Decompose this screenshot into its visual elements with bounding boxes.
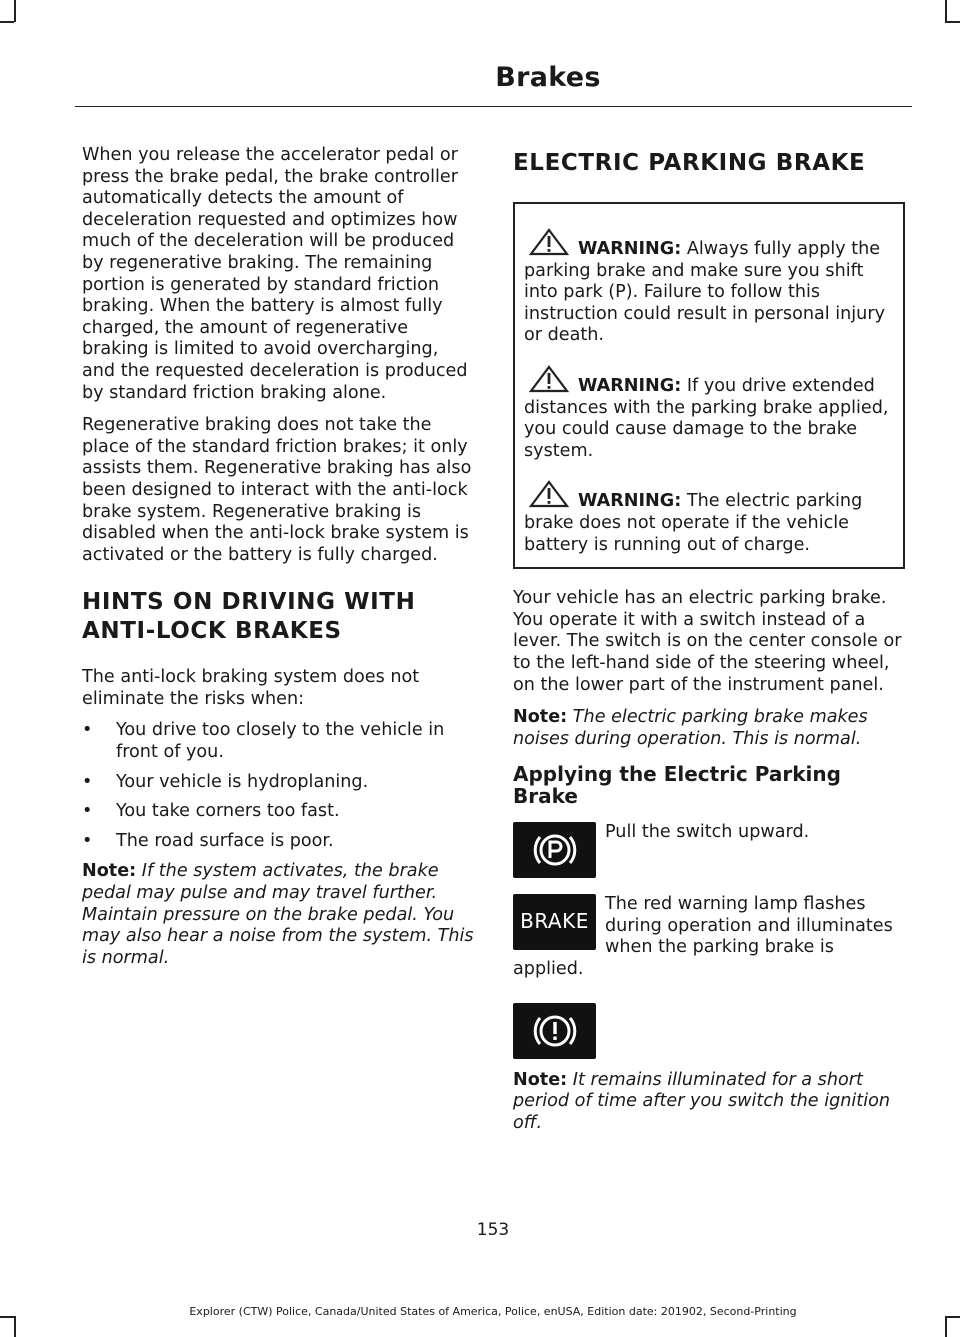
right-column (513, 145, 905, 1145)
note-text: If the system activates, the brake pedal may pulse and may travel further. Maintain pressure on the brake pedal. You may also hear a noise from the system. This is normal. (82, 861, 474, 968)
brake-lamp-icon (513, 894, 596, 950)
list-item (82, 772, 474, 794)
footer-edition: Explorer (CTW) Police, Canada/United States of America, Police, enUSA, Edition date: 201902, Second-Printing (189, 1305, 797, 1318)
page-title: Brakes (495, 62, 601, 93)
warning-item (524, 228, 895, 347)
note-label: Note: (513, 1069, 568, 1090)
warning-triangle-icon (524, 365, 574, 393)
list-item (82, 720, 474, 763)
brake-lamp-text: BRAKE (520, 909, 589, 934)
bullet-icon: • (82, 771, 93, 792)
antilock-note (82, 861, 474, 969)
illumination-note (513, 1070, 905, 1135)
warning-box (513, 202, 905, 569)
warning-label: WARNING: (578, 491, 682, 512)
list-item-text: The road surface is poor. (116, 830, 334, 851)
note-text: The electric parking brake makes noises during operation. This is normal. (513, 707, 868, 749)
left-column (82, 145, 474, 980)
crop-mark (14, 1316, 16, 1337)
brake-warning-circle-icon (513, 1003, 596, 1059)
risk-list (82, 720, 474, 852)
warning-label: WARNING: (578, 375, 682, 396)
regen-paragraph-1: When you release the accelerator pedal or press the brake pedal, the brake controller automatically detects the amount of deceleration requested and optimizes how much of the deceleration will be produced by regenerative braking. The remaining portion is generated by standard friction braking. When the battery is almost fully charged, the amount of regenerative braking is limited to avoid overcharging, and the requested deceleration is produced by standard friction braking alone. (82, 145, 468, 403)
antilock-intro: The anti-lock braking system does not eliminate the risks when: (82, 667, 420, 709)
crop-mark (0, 21, 14, 23)
crop-mark (14, 0, 16, 22)
section-heading-line-2: ANTI-LOCK BRAKES (82, 618, 342, 645)
list-item-text: Your vehicle is hydroplaning. (116, 771, 369, 792)
bullet-icon: • (82, 720, 93, 741)
note-label: Note: (513, 707, 568, 728)
step-text: The red warning lamp flashes during operation and illuminates when the parking brake is applied. (513, 894, 893, 980)
note-label: Note: (82, 861, 137, 882)
list-item-text: You take corners too fast. (116, 801, 340, 822)
warning-triangle-icon (524, 228, 574, 256)
step-pull-switch (513, 822, 905, 882)
parking-p-icon (532, 827, 578, 873)
regen-paragraph-2: Regenerative braking does not take the place of the standard friction brakes; it only assists them. Regenerative braking has also been designed to interact with the anti-lock brake system. Regenerative braking is disabled when the anti-lock brake system is activated or the battery is fully charged. (82, 415, 472, 565)
warning-item (524, 365, 895, 462)
warning-triangle-icon (524, 480, 574, 508)
step-warning-lamp (513, 894, 905, 980)
parking-brake-note (513, 707, 905, 750)
brake-exclamation-icon (532, 1008, 578, 1054)
warning-label: WARNING: (578, 239, 682, 259)
bullet-icon: • (82, 830, 93, 851)
parking-brake-paragraph: Your vehicle has an electric parking brake. You operate it with a switch instead of a lever. The switch is on the center console or to the left-hand side of the steering wheel, on the lower part of the instrument panel. (513, 588, 902, 695)
list-item-text: You drive too closely to the vehicle in front of you. (116, 720, 445, 763)
warning-text: If you drive extended distances with the parking brake applied, you could cause damage to the brake system. (524, 375, 889, 461)
crop-mark (945, 1316, 947, 1337)
crop-mark (945, 21, 960, 23)
warning-text: The electric parking brake does not operate if the vehicle battery is running out of charge. (524, 491, 863, 555)
warning-item (524, 480, 895, 556)
section-heading-line-1: HINTS ON DRIVING WITH (82, 589, 416, 616)
bullet-icon: • (82, 801, 93, 822)
note-text: It remains illuminated for a short period of time after you switch the ignition off. (513, 1069, 890, 1133)
warning-text: Always fully apply the parking brake and make sure you shift into park (P). Failure to follow this instruction could result in personal injury or death. (524, 239, 885, 346)
parking-switch-icon (513, 822, 596, 878)
header-divider (75, 106, 912, 107)
section-heading-antilock (82, 588, 474, 646)
subheading-applying: Applying the Electric Parking Brake (513, 762, 841, 809)
section-heading-parking-brake: ELECTRIC PARKING BRAKE (513, 150, 866, 176)
page-number: 153 (476, 1220, 510, 1240)
crop-mark (945, 0, 947, 22)
list-item (82, 831, 474, 853)
list-item (82, 801, 474, 823)
step-text: Pull the switch upward. (605, 822, 810, 843)
